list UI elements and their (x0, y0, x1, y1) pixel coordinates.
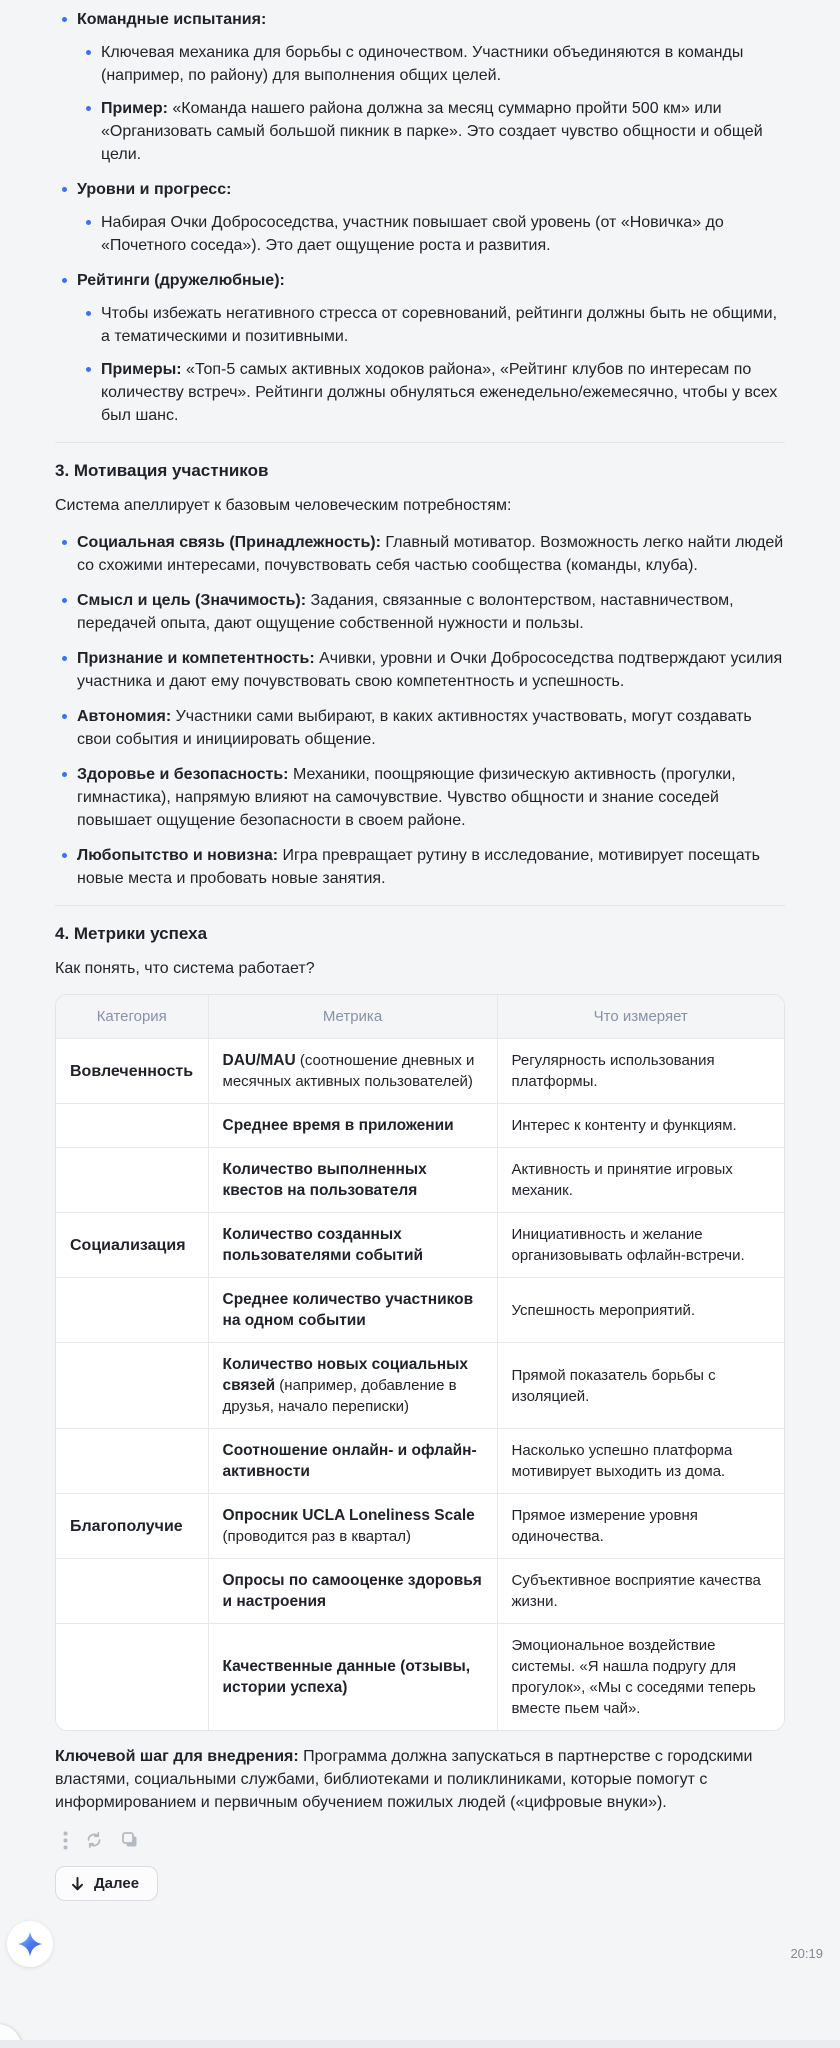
cell-measure: Интерес к контенту и функциям. (497, 1104, 784, 1148)
divider (55, 905, 785, 906)
subitem-bold: Примеры: (101, 361, 182, 378)
cell-category (56, 1104, 208, 1148)
key-step-paragraph: Ключевой шаг для внедрения: Программа должна запускаться в партнерстве с городскими властями, социальными службами, библиотеками и поликлиниками, которые помогут с информированием и первичным обучением пожилых людей («цифровые внуки»). (55, 1748, 753, 1811)
cell-measure: Регулярность использования платформы. (497, 1039, 784, 1104)
cell-category (56, 1429, 208, 1494)
list-subitem (101, 97, 785, 166)
cell-metric: Среднее количество участников на одном событии (208, 1278, 497, 1343)
cell-measure: Эмоциональное воздействие системы. «Я нашла подругу для прогулок», «Мы с соседями теперь вместе пьем чай». (497, 1624, 784, 1731)
list-item (77, 8, 785, 166)
list-item (77, 178, 785, 257)
assistant-avatar (7, 1921, 53, 1967)
table-row (56, 1039, 784, 1104)
regenerate-icon (84, 1830, 104, 1850)
table-row (56, 1429, 784, 1494)
kebab-icon (63, 1831, 68, 1850)
arrow-down-icon (70, 1876, 85, 1892)
divider (55, 442, 785, 443)
column-header-metric: Метрика (208, 995, 497, 1039)
section-intro: Как понять, что система работает? (55, 960, 315, 977)
cell-measure: Активность и принятие игровых механик. (497, 1148, 784, 1213)
cell-category (56, 1559, 208, 1624)
cell-category: Вовлеченность (56, 1039, 208, 1104)
list-subitem (101, 211, 785, 257)
cell-metric: Опросник UCLA Loneliness Scale (проводится раз в квартал) (208, 1494, 497, 1559)
section-heading-motivation: 3. Мотивация участников (55, 461, 269, 480)
list-item-title: Командные испытания: (77, 11, 267, 28)
message-timestamp: 20:19 (790, 1946, 823, 1961)
table-row (56, 1213, 784, 1278)
list-item: Социальная связь (Принадлежность): Главный мотиватор. Возможность легко найти людей со схожими интересами, почувствовать себя частью сообщества (команды, клуба). (77, 531, 785, 577)
list-item (77, 269, 785, 427)
cell-measure: Инициативность и желание организовывать офлайн-встречи. (497, 1213, 784, 1278)
column-header-category: Категория (56, 995, 208, 1039)
list-item: Любопытство и новизна: Игра превращает рутину в исследование, мотивирует посещать новые места и пробовать новые занятия. (77, 844, 785, 890)
table-row (56, 1494, 784, 1559)
table-row (56, 1343, 784, 1429)
cell-measure: Успешность мероприятий. (497, 1278, 784, 1343)
cell-metric: Опросы по самооценке здоровья и настроения (208, 1559, 497, 1624)
list-item: Автономия: Участники сами выбирают, в каких активностях участвовать, могут создавать свои события и инициировать общение. (77, 705, 785, 751)
list-subitem (101, 358, 785, 427)
list-subitem (101, 41, 785, 87)
table-row (56, 1559, 784, 1624)
cell-category: Благополучие (56, 1494, 208, 1559)
cell-category (56, 1624, 208, 1731)
cell-category (56, 1343, 208, 1429)
assistant-message (55, 8, 785, 1901)
cell-metric: Среднее время в приложении (208, 1104, 497, 1148)
metrics-table (55, 994, 785, 1731)
regenerate-button[interactable] (84, 1830, 104, 1850)
subitem-text: Чтобы избежать негативного стресса от соревнований, рейтинги должны быть не общими, а тематическими и позитивными. (101, 305, 778, 345)
section-heading-metrics: 4. Метрики успеха (55, 924, 208, 943)
table-row (56, 1104, 784, 1148)
cell-measure: Насколько успешно платформа мотивирует выходить из дома. (497, 1429, 784, 1494)
subitem-text: Набирая Очки Добрососедства, участник повышает свой уровень (от «Новичка» до «Почетного соседа»). Это дает ощущение роста и развития. (101, 214, 724, 254)
list-item: Здоровье и безопасность: Механики, поощряющие физическую активность (прогулки, гимнастика), напрямую влияют на самочувствие. Чувство общности и знание соседей повышает ощущение безопасности в своем районе. (77, 763, 785, 832)
mechanics-list (55, 8, 785, 427)
table-row (56, 1148, 784, 1213)
message-actions (63, 1830, 785, 1850)
cell-metric: Количество новых социальных связей (например, добавление в друзья, начало переписки) (208, 1343, 497, 1429)
table-header-row (56, 995, 784, 1039)
cell-measure: Субъективное восприятие качества жизни. (497, 1559, 784, 1624)
cell-metric: Качественные данные (отзывы, истории успеха) (208, 1624, 497, 1731)
section-intro: Система апеллирует к базовым человеческим потребностям: (55, 497, 512, 514)
cell-category (56, 1278, 208, 1343)
table-row (56, 1624, 784, 1731)
subitem-bold: Пример: (101, 100, 168, 117)
cell-metric: Соотношение онлайн- и офлайн-активности (208, 1429, 497, 1494)
table-row (56, 1278, 784, 1343)
copy-icon (120, 1830, 140, 1850)
next-button-label: Далее (94, 1875, 140, 1892)
copy-button[interactable] (120, 1830, 140, 1850)
cell-category: Социализация (56, 1213, 208, 1278)
more-options-button[interactable] (63, 1831, 68, 1850)
cell-metric: Количество созданных пользователями событий (208, 1213, 497, 1278)
next-button[interactable] (55, 1866, 158, 1901)
cell-metric: DAU/MAU (соотношение дневных и месячных активных пользователей) (208, 1039, 497, 1104)
subitem-text: Ключевая механика для борьбы с одиночеством. Участники объединяются в команды (например, по району) для выполнения общих целей. (101, 44, 744, 84)
motivation-list (55, 531, 785, 890)
list-item: Смысл и цель (Значимость): Задания, связанные с волонтерством, наставничеством, передачей опыта, дают ощущение собственной нужности и пользы. (77, 589, 785, 635)
list-item-title: Уровни и прогресс: (77, 181, 232, 198)
cell-measure: Прямой показатель борьбы с изоляцией. (497, 1343, 784, 1429)
list-item-title: Рейтинги (дружелюбные): (77, 272, 285, 289)
cell-metric: Количество выполненных квестов на пользователя (208, 1148, 497, 1213)
column-header-measure: Что измеряет (497, 995, 784, 1039)
cell-measure: Прямое измерение уровня одиночества. (497, 1494, 784, 1559)
input-bar-edge (0, 2040, 840, 2048)
cell-category (56, 1148, 208, 1213)
list-item: Признание и компетентность: Ачивки, уровни и Очки Добрососедства подтверждают усилия участника и дают ему почувствовать свою компетентность и успешность. (77, 647, 785, 693)
list-subitem (101, 302, 785, 348)
subitem-text: «Топ-5 самых активных ходоков района», «Рейтинг клубов по интересам по количеству встреч». Рейтинги должны обнуляться еженедельно/ежемесячно, чтобы у всех был шанс. (101, 361, 778, 424)
subitem-text: «Команда нашего района должна за месяц суммарно пройти 500 км» или «Организовать самый большой пикник в парке». Это создает чувство общности и общей цели. (101, 100, 763, 163)
sparkle-icon (16, 1930, 44, 1958)
